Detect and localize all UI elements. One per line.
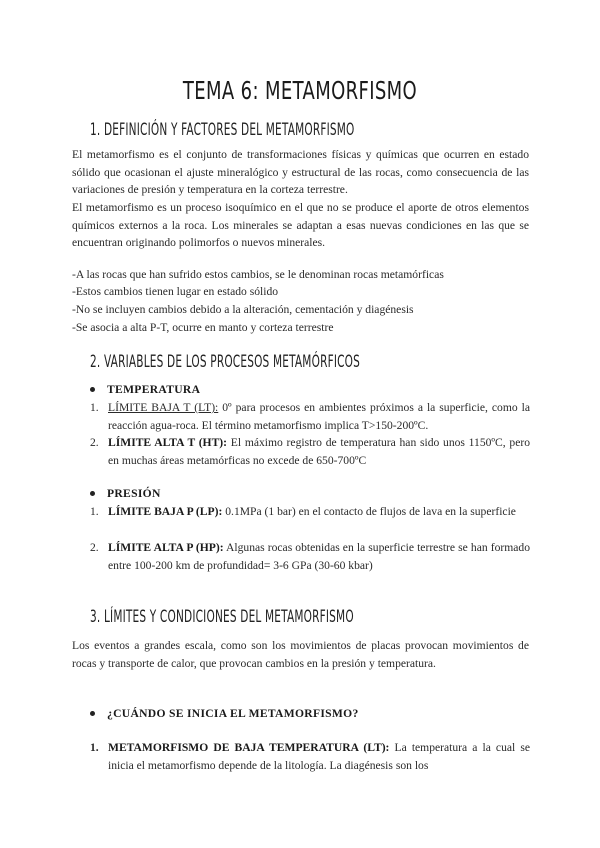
section-1-paragraph-2: El metamorfismo es un proceso isoquímico en el que no se produce el aporte de otros elementos químicos externos a la roca. Los minerales se adaptan a esas nuevas condiciones en las que se encuentran originando polimorfos o nuevos minerales. — [72, 201, 529, 250]
section-1-heading: 1. DEFINICIÓN Y FACTORES DEL METAMORFISMO — [90, 120, 355, 140]
bullet-pressure: PRESIÓN — [90, 487, 161, 500]
section-2-heading: 2. VARIABLES DE LOS PROCESOS METAMÓRFICOS — [90, 352, 361, 372]
list-item-lp: 1. LÍMITE BAJA P (LP): 0.1MPa (1 bar) en el contacto de flujos de lava en la superficie — [90, 505, 516, 518]
list-item-low-temp: 1. METAMORFISMO DE BAJA TEMPERATURA (LT): La temperatura a la cual se inicia el metamorfismo depende de la litología. La diagénesis son los — [90, 741, 530, 772]
list-item-lt: 1. LÍMITE BAJA T (LT): 0º para procesos en ambientes próximos a la superficie, como la reacción agua-roca. El término metamorfismo implica T>150-200ºC. — [90, 401, 530, 432]
note-line: -A las rocas que han sufrido estos cambios, se le denominan rocas metamórficas — [72, 268, 444, 281]
bullet-icon — [90, 387, 95, 392]
section-3-paragraph: Los eventos a grandes escala, como son los movimientos de placas provocan movimientos de rocas y transporte de calor, que provocan cambios en la presión y temperatura. — [72, 639, 529, 670]
section-3-heading: 3. LÍMITES Y CONDICIONES DEL METAMORFISMO — [90, 607, 354, 627]
item-label: LÍMITE BAJA T (LT): — [108, 401, 219, 414]
item-label: LÍMITE ALTA P (HP): — [108, 541, 224, 554]
list-item-ht: 2. LÍMITE ALTA T (HT): El máximo registro de temperatura han sido unos 1150ºC, pero en muchas áreas metamórficas no excede de 650-700ºC — [90, 436, 531, 467]
note-line: -Estos cambios tienen lugar en estado sólido — [72, 285, 279, 298]
item-label: LÍMITE ALTA T (HT): — [108, 436, 228, 449]
section-1-paragraph-1: El metamorfismo es el conjunto de transformaciones físicas y químicas que ocurren en estado sólido que ocasionan el ajuste mineralógico y estructural de las rocas, como consecuencia de las variaciones de presión y temperatura en la corteza terrestre. — [72, 148, 529, 197]
bullet-temperature: TEMPERATURA — [90, 383, 200, 396]
item-label: METAMORFISMO DE BAJA TEMPERATURA (LT): — [108, 741, 390, 754]
item-label: LÍMITE BAJA P (LP): — [108, 505, 223, 518]
bullet-icon — [90, 491, 95, 496]
document-title: TEMA 6: METAMORFISMO — [182, 76, 418, 105]
note-line: -Se asocia a alta P-T, ocurre en manto y corteza terrestre — [72, 321, 334, 334]
list-item-hp: 2. LÍMITE ALTA P (HP): Algunas rocas obtenidas en la superficie terrestre se han formado entre 100-200 km de profundidad= 3-6 GPa (30-60 kbar) — [90, 541, 530, 572]
bullet-icon — [90, 711, 95, 716]
note-line: -No se incluyen cambios debido a la alteración, cementación y diagénesis — [72, 303, 414, 316]
bullet-question: ¿CUÁNDO SE INICIA EL METAMORFISMO? — [90, 707, 359, 720]
